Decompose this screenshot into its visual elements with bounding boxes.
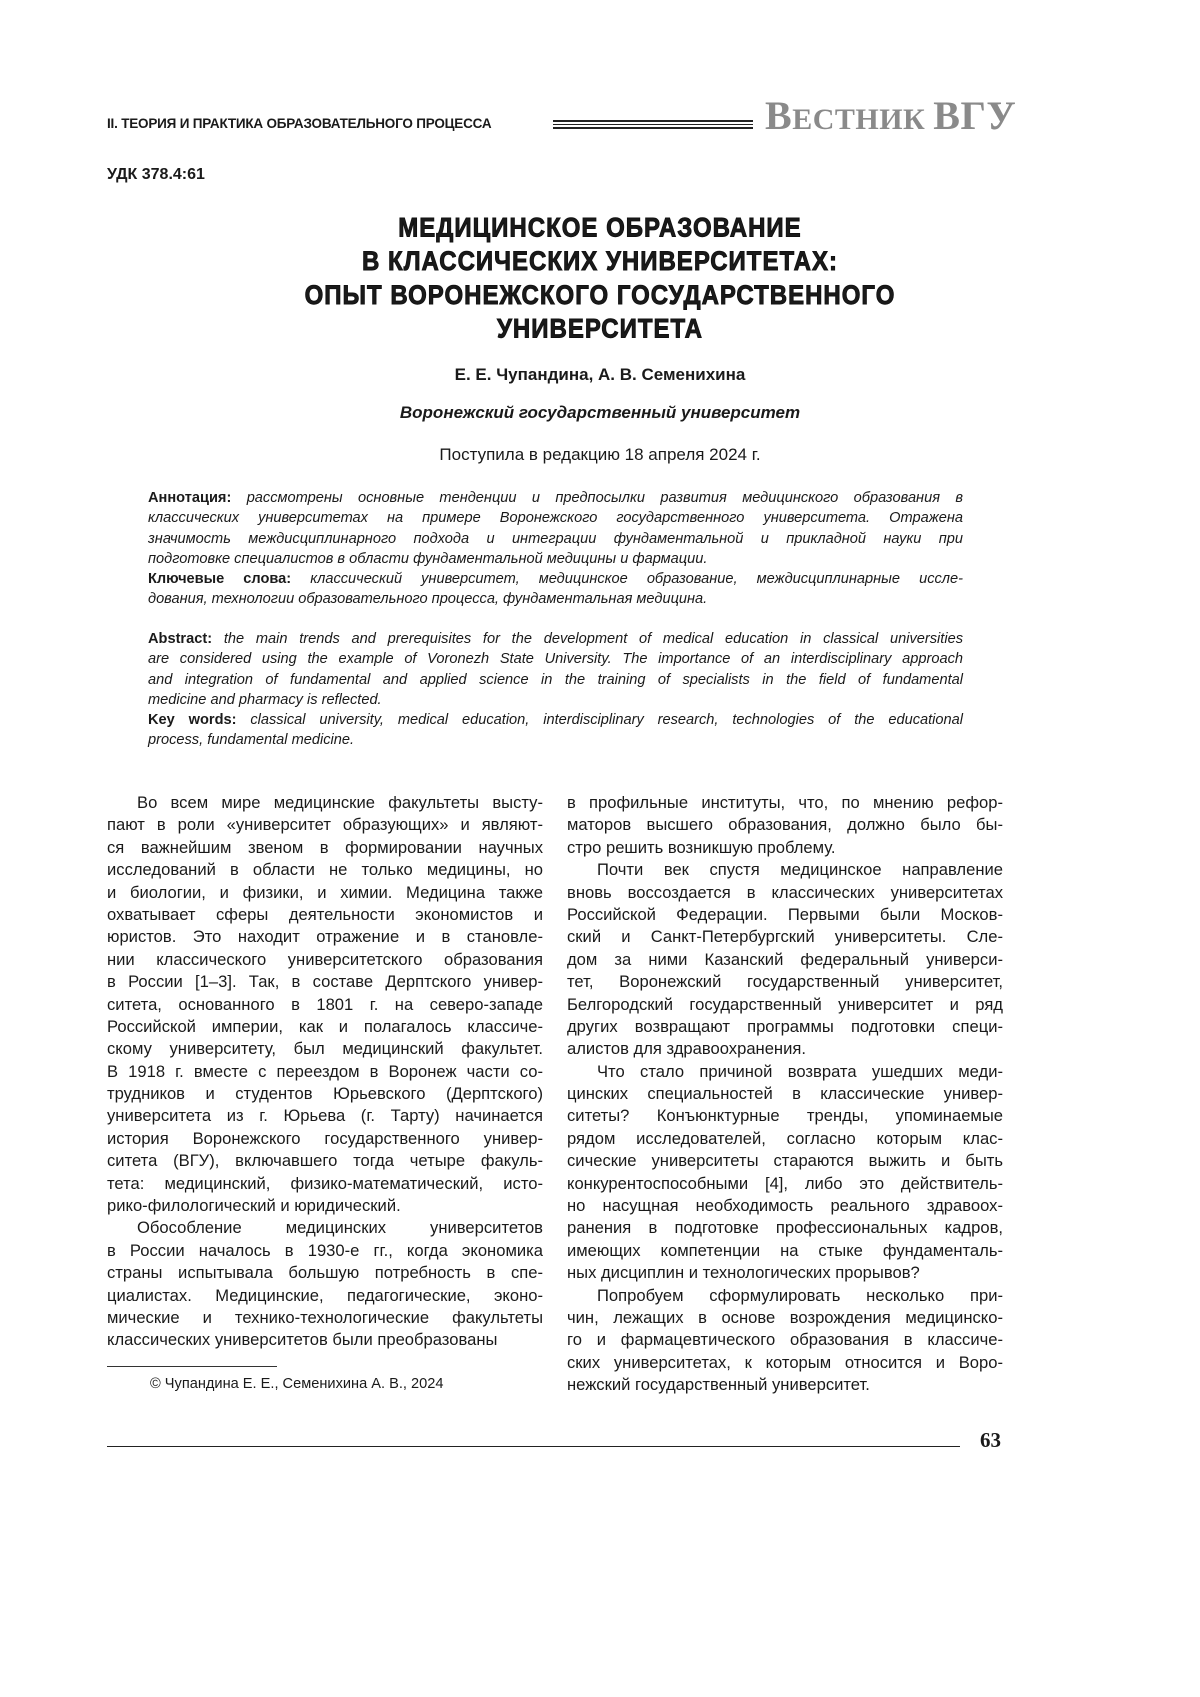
body-text-line: Во всем мире медицинские факультеты высту- bbox=[107, 792, 543, 814]
body-text-line: Почти век спустя медицинское направление bbox=[567, 859, 1003, 881]
body-text-line: вновь воссоздается в классических университетах bbox=[567, 882, 1003, 904]
abstract-line bbox=[148, 508, 963, 528]
body-text-line: тет, Воронежский государственный университет, bbox=[567, 971, 1003, 993]
authors: Е. Е. Чупандина, А. В. Семенихина bbox=[0, 365, 1200, 385]
abstract-line bbox=[148, 488, 963, 508]
body-text-line: Что стало причиной возврата ушедших меди- bbox=[567, 1061, 1003, 1083]
abstract-label: Abstract: bbox=[148, 631, 212, 647]
abstract-text: значимость междисциплинарного подхода и интеграции фундаментальной и прикладной науки при bbox=[148, 531, 963, 547]
abstract-text: рассмотрены основные тенденции и предпосылки развития медицинского образования в bbox=[247, 490, 963, 506]
keywords-line bbox=[148, 589, 963, 609]
keywords-line bbox=[148, 569, 963, 589]
keywords-line bbox=[148, 710, 963, 730]
body-text-line: ситета, основанного в 1801 г. на северо-западе bbox=[107, 994, 543, 1016]
body-text-line: в России [1–3]. Так, в составе Дерптского универ- bbox=[107, 971, 543, 993]
body-text-line: в России началось в 1930-е гг., когда экономика bbox=[107, 1240, 543, 1262]
footer-rule bbox=[107, 1446, 960, 1447]
abstract-line bbox=[148, 529, 963, 549]
body-text-line: других возвращают программы подготовки специ- bbox=[567, 1016, 1003, 1038]
keywords-label: Ключевые слова: bbox=[148, 571, 291, 587]
received-date: Поступила в редакцию 18 апреля 2024 г. bbox=[0, 445, 1200, 465]
article-title bbox=[150, 212, 1050, 346]
abstract-text: and integration of fundamental and applied science in the training of specialists in the field of fundamental bbox=[148, 672, 963, 688]
body-text-line: ных дисциплин и технологических прорывов? bbox=[567, 1262, 1003, 1284]
abstract-line bbox=[148, 549, 963, 569]
title-line: В КЛАССИЧЕСКИХ УНИВЕРСИТЕТАХ: bbox=[150, 246, 1050, 280]
body-text-line: имеющих компетенции на стыке фундаменталь- bbox=[567, 1240, 1003, 1262]
abstract-text: подготовке специалистов в области фундаментальной медицины и фармации. bbox=[148, 551, 707, 567]
body-text-line: Попробуем сформулировать несколько при- bbox=[567, 1285, 1003, 1307]
keywords-text: classical university, medical education, interdisciplinary research, technologies of the educational bbox=[250, 712, 963, 728]
body-text-line: чин, лежащих в основе возрождения медицинско- bbox=[567, 1307, 1003, 1329]
journal-logo: ВЕСТНИК ВГУ bbox=[765, 92, 1016, 139]
body-text-line: история Воронежского государственного универ- bbox=[107, 1128, 543, 1150]
abstract-text: are considered using the example of Voronezh State University. The importance of an interdisciplinary approach bbox=[148, 651, 963, 667]
title-line: УНИВЕРСИТЕТА bbox=[150, 313, 1050, 347]
body-text-line: но насущная необходимость реального здравоох- bbox=[567, 1195, 1003, 1217]
body-text-line: стро решить возникшую проблему. bbox=[567, 837, 1003, 859]
affiliation: Воронежский государственный университет bbox=[0, 403, 1200, 423]
body-text-line: маторов высшего образования, должно было бы- bbox=[567, 814, 1003, 836]
body-text-line: нии классического университетского образования bbox=[107, 949, 543, 971]
keywords-text: классический университет, медицинское образование, междисциплинарные иссле- bbox=[310, 571, 963, 587]
abstract-text: the main trends and prerequisites for the development of medical education in classical universities bbox=[224, 631, 963, 647]
body-column-right bbox=[567, 792, 1003, 1397]
annotation-en bbox=[148, 629, 963, 751]
title-line: МЕДИЦИНСКОЕ ОБРАЗОВАНИЕ bbox=[150, 212, 1050, 246]
body-text-line: В 1918 г. вместе с переездом в Воронеж части со- bbox=[107, 1061, 543, 1083]
footnote-rule bbox=[107, 1366, 277, 1367]
body-text-line: цинских специальностей в классические универ- bbox=[567, 1083, 1003, 1105]
body-column-left bbox=[107, 792, 543, 1352]
abstract-line bbox=[148, 649, 963, 669]
body-text-line: нежский государственный университет. bbox=[567, 1374, 1003, 1396]
body-text-line: юристов. Это находит отражение и в становле- bbox=[107, 926, 543, 948]
abstract-line bbox=[148, 690, 963, 710]
keywords-label: Key words: bbox=[148, 712, 236, 728]
copyright-footnote: © Чупандина Е. Е., Семенихина А. В., 2024 bbox=[150, 1376, 443, 1392]
body-text-line: мические и технико-технологические факультеты bbox=[107, 1307, 543, 1329]
page-number: 63 bbox=[980, 1428, 1001, 1453]
body-text-line: в профильные институты, что, по мнению рефор- bbox=[567, 792, 1003, 814]
body-text-line: ранения в подготовке профессиональных кадров, bbox=[567, 1217, 1003, 1239]
body-text-line: классических университетов были преобразованы bbox=[107, 1329, 543, 1351]
abstract-line bbox=[148, 629, 963, 649]
body-text-line: сические университеты стараются выжить и быть bbox=[567, 1150, 1003, 1172]
body-text-line: конкурентоспособными [4], либо это действитель- bbox=[567, 1173, 1003, 1195]
body-text-line: дом за ними Казанский федеральный универси- bbox=[567, 949, 1003, 971]
body-text-line: скому университету, был медицинский факультет. bbox=[107, 1038, 543, 1060]
abstract-line bbox=[148, 670, 963, 690]
body-text-line: трудников и студентов Юрьевского (Дерптского) bbox=[107, 1083, 543, 1105]
udk-code: УДК 378.4:61 bbox=[107, 166, 205, 184]
keywords-text: дования, технологии образовательного процесса, фундаментальная медицина. bbox=[148, 591, 707, 607]
body-text-line: пают в роли «университет образующих» и являют- bbox=[107, 814, 543, 836]
body-text-line: и биологии, и физики, и химии. Медицина также bbox=[107, 882, 543, 904]
body-text-line: Обособление медицинских университетов bbox=[107, 1217, 543, 1239]
title-line: ОПЫТ ВОРОНЕЖСКОГО ГОСУДАРСТВЕННОГО bbox=[150, 279, 1050, 313]
section-header: II. ТЕОРИЯ И ПРАКТИКА ОБРАЗОВАТЕЛЬНОГО ПРОЦЕССА bbox=[107, 116, 491, 131]
body-text-line: ся важнейшим звеном в формировании научных bbox=[107, 837, 543, 859]
body-text-line: Российской империи, как и полагалось классиче- bbox=[107, 1016, 543, 1038]
keywords-text: process, fundamental medicine. bbox=[148, 732, 354, 748]
abstract-text: medicine and pharmacy is reflected. bbox=[148, 692, 382, 708]
body-text-line: го и фармацевтического образования в классиче- bbox=[567, 1329, 1003, 1351]
abstract-label: Аннотация: bbox=[148, 490, 231, 506]
header-rule bbox=[553, 120, 753, 129]
body-text-line: исследований в области не только медицины, но bbox=[107, 859, 543, 881]
body-text-line: университета из г. Юрьева (г. Тарту) начинается bbox=[107, 1105, 543, 1127]
body-text-line: циалистах. Медицинские, педагогические, эконо- bbox=[107, 1285, 543, 1307]
body-text-line: ситеты? Конъюнктурные тренды, упоминаемые bbox=[567, 1105, 1003, 1127]
body-text-line: ский и Санкт-Петербургский университеты. Сле- bbox=[567, 926, 1003, 948]
body-text-line: алистов для здравоохранения. bbox=[567, 1038, 1003, 1060]
body-text-line: ских университетах, к которым относится и Воро- bbox=[567, 1352, 1003, 1374]
body-text-line: Российской Федерации. Первыми были Москов- bbox=[567, 904, 1003, 926]
body-text-line: ситета (ВГУ), включавшего тогда четыре факуль- bbox=[107, 1150, 543, 1172]
abstract-text: классических университетах на примере Воронежского государственного университета. Отражена bbox=[148, 510, 963, 526]
keywords-line bbox=[148, 730, 963, 750]
body-text-line: страны испытывала большую потребность в спе- bbox=[107, 1262, 543, 1284]
body-text-line: Белгородский государственный университет и ряд bbox=[567, 994, 1003, 1016]
body-text-line: рико-филологический и юридический. bbox=[107, 1195, 543, 1217]
body-text-line: тета: медицинский, физико-математический, исто- bbox=[107, 1173, 543, 1195]
body-text-line: охватывает сферы деятельности экономистов и bbox=[107, 904, 543, 926]
annotation-ru bbox=[148, 488, 963, 610]
body-text-line: рядом исследователей, согласно которым клас- bbox=[567, 1128, 1003, 1150]
